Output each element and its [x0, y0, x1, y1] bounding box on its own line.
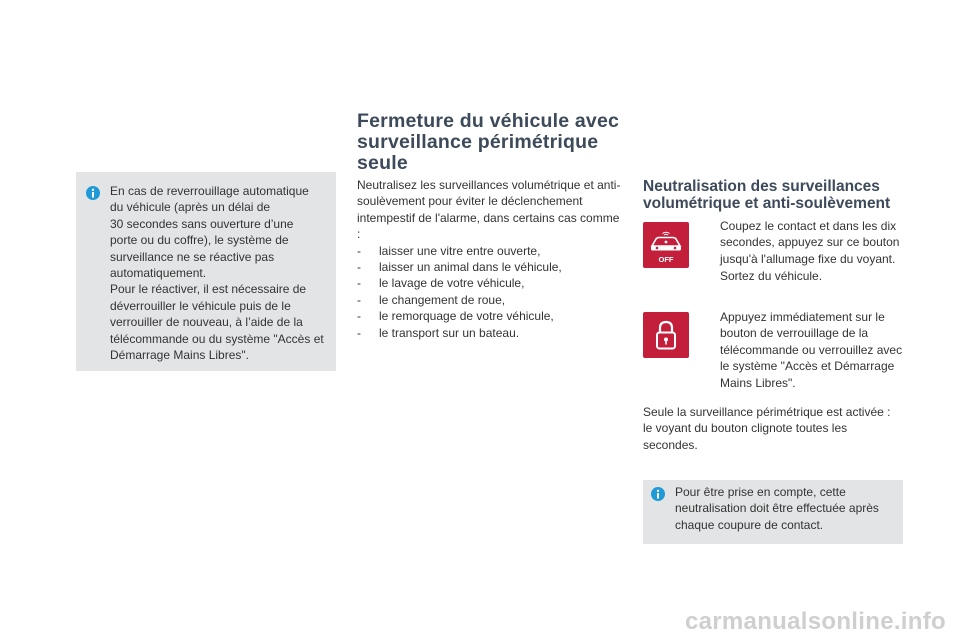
- info-icon: [651, 487, 665, 501]
- list-item-text: laisser un animal dans le véhicule,: [379, 260, 562, 275]
- watermark: carmanualsonline.info: [684, 608, 946, 635]
- dash-marker: -: [357, 325, 361, 340]
- off-label: OFF: [658, 255, 674, 264]
- middle-body: [357, 177, 622, 341]
- list-item: [700, 218, 910, 267]
- cases-list: [357, 243, 622, 341]
- info-text-left: En cas de reverrouillage automatique du véhicule (après un délai de 30 secondes sans ouverture d’une porte ou du coffre), le système de surveillance ne se réactive pas automatiquement. Pour le réactiver, il est nécessaire de déverrouiller le véhicule puis de le verrouiller de nouveau, à l’aide de la télécommande ou du système "Accès et Démarrage Mains Libres".: [110, 184, 324, 363]
- steps-first: [700, 218, 910, 286]
- list-item: [357, 275, 622, 291]
- step-text: Coupez le contact et dans les dix secondes, appuyez sur ce bouton jusqu'à l'allumage fixe du voyant.: [720, 219, 900, 266]
- section-title-main: Fermeture du véhicule avec surveillance périmétrique seule: [357, 110, 620, 174]
- info-text-right: Pour être prise en compte, cette neutralisation doit être effectuée après chaque coupure de contact.: [675, 485, 879, 532]
- info-box-right: [643, 480, 903, 544]
- bullet-marker: [700, 268, 720, 284]
- list-item-text: le lavage de votre véhicule,: [379, 276, 525, 291]
- list-item-text: le transport sur un bateau.: [379, 325, 520, 340]
- list-item-text: le changement de roue,: [379, 292, 506, 307]
- padlock-icon: [643, 312, 689, 358]
- list-item: [700, 268, 910, 284]
- step-text: Sortez du véhicule.: [720, 269, 823, 284]
- info-icon: [86, 186, 100, 200]
- step-text: Appuyez immédiatement sur le bouton de verrouillage de la télécommande ou verrouillez avec le système "Accès et Démarrage Mains Libres".: [720, 310, 903, 390]
- dash-marker: -: [357, 276, 361, 291]
- lock-icon: [643, 312, 689, 358]
- dash-marker: -: [357, 292, 361, 307]
- intro-paragraph: Neutralisez les surveillances volumétrique et anti-soulèvement pour éviter le déclenchement intempestif de l'alarme, dans certains cas comme :: [357, 178, 621, 242]
- list-item: [357, 292, 622, 308]
- alarm-off-icon: [643, 222, 689, 268]
- section-title-neutralisation: Neutralisation des surveillances volumétrique et anti-soulèvement: [643, 178, 891, 212]
- list-item: [357, 243, 622, 259]
- list-item: [357, 325, 622, 341]
- dash-marker: -: [357, 309, 361, 324]
- info-box-left: [76, 172, 336, 371]
- bullet-marker: [700, 309, 720, 391]
- list-item: [357, 259, 622, 275]
- list-item-text: laisser une vitre entre ouverte,: [379, 243, 541, 258]
- list-item: [700, 309, 910, 391]
- status-note: Seule la surveillance périmétrique est activée : le voyant du bouton clignote toutes les secondes.: [643, 405, 891, 452]
- steps-second: [700, 309, 910, 392]
- list-item-text: le remorquage de votre véhicule,: [379, 309, 554, 324]
- car-alarm-icon: [643, 222, 689, 268]
- list-item: [357, 308, 622, 324]
- dash-marker: -: [357, 243, 361, 258]
- dash-marker: -: [357, 260, 361, 275]
- bullet-marker: [700, 218, 720, 267]
